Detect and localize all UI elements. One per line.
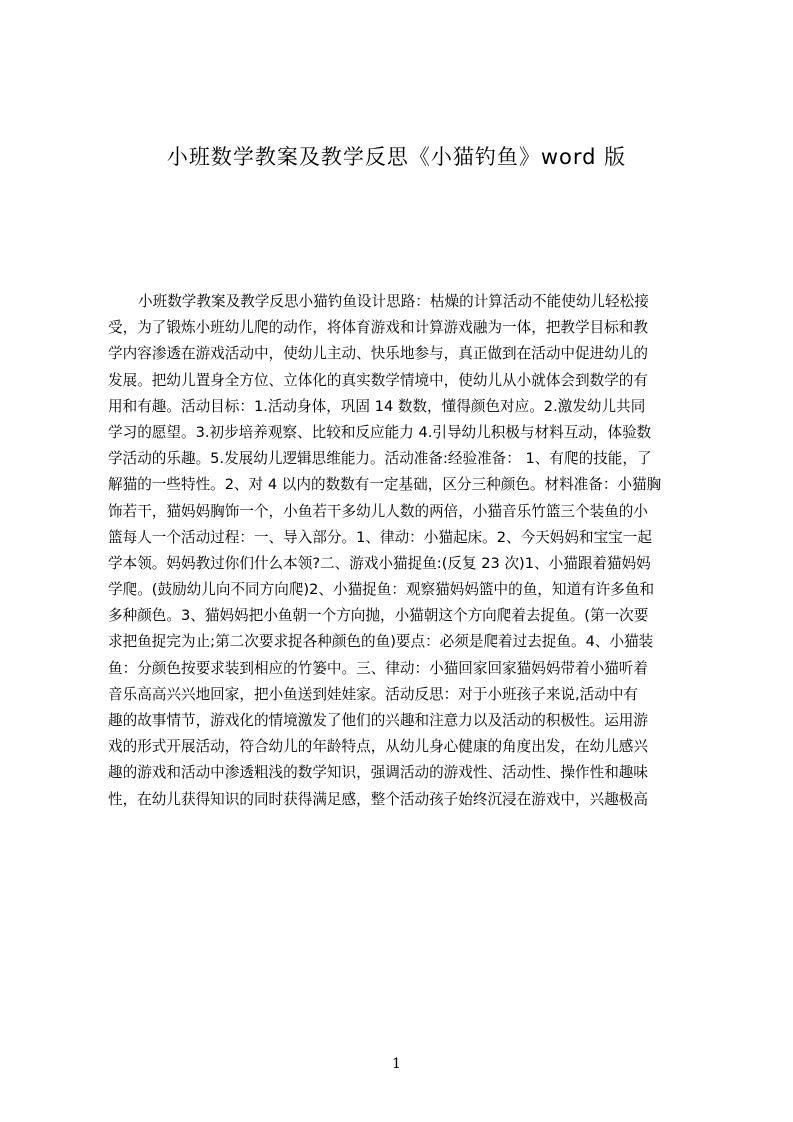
text-line: 鱼：分颜色按要求装到相应的竹篓中。三、律动：小猫回家回家猫妈妈带着小猫听着: [108, 659, 648, 677]
page-number: 1: [392, 1056, 401, 1072]
text-line: 求把鱼捉完为止;第二次要求捉各种颜色的鱼)要点：必须是爬着过去捉鱼。4、小猫装: [108, 633, 654, 651]
text-line: 趣的游戏和活动中渗透粗浅的数学知识，强调活动的游戏性、活动性、操作性和趣味: [108, 764, 648, 782]
text-line: 解猫的一些特性。2、对 4 以内的数数有一定基础，区分三种颜色。材料准备：小猫胸: [108, 476, 662, 494]
text-line: 学内容渗透在游戏活动中，使幼儿主动、快乐地参与，真正做到在活动中促进幼儿的: [108, 345, 648, 363]
body-paragraph: [108, 289, 698, 813]
text-line: 性，在幼儿获得知识的同时获得满足感，整个活动孩子始终沉浸在游戏中，兴趣极高: [108, 790, 648, 808]
text-line: 受，为了锻炼小班幼儿爬的动作，将体育游戏和计算游戏融为一体，把教学目标和教: [108, 319, 648, 337]
text-line: 篮每人一个活动过程：一、导入部分。1、律动：小猫起床。2、今天妈妈和宝宝一起: [108, 528, 652, 546]
text-line: 学习的愿望。3.初步培养观察、比较和反应能力 4.引导幼儿积极与材料互动，体验数: [108, 423, 652, 441]
text-line: 小班数学教案及教学反思小猫钓鱼设计思路：枯燥的计算活动不能使幼儿轻松接: [138, 293, 649, 310]
text-line: 戏的形式开展活动，符合幼儿的年龄特点，从幼儿身心健康的角度出发，在幼儿感兴: [108, 738, 648, 756]
text-line: 学爬。(鼓励幼儿向不同方向爬)2、小猫捉鱼：观察猫妈妈篮中的鱼，知道有许多鱼和: [108, 581, 655, 599]
text-line: 发展。把幼儿置身全方位、立体化的真实数学情境中，使幼儿从小就体会到数学的有: [108, 371, 648, 389]
text-line: 学活动的乐趣。5.发展幼儿逻辑思维能力。活动准备:经验准备： 1、有爬的技能，了: [108, 450, 652, 468]
text-line: 多种颜色。3、猫妈妈把小鱼朝一个方向抛，小猫朝这个方向爬着去捉鱼。(第一次要: [108, 607, 649, 625]
text-line: 用和有趣。活动目标：1.活动身体，巩固 14 数数，懂得颜色对应。2.激发幼儿共同: [108, 397, 646, 415]
text-line: 音乐高高兴兴地回家，把小鱼送到娃娃家。活动反思：对于小班孩子来说,活动中有: [108, 685, 639, 703]
text-line: 趣的故事情节，游戏化的情境激发了他们的兴趣和注意力以及活动的积极性。运用游: [108, 712, 648, 729]
text-line: 学本领。妈妈教过你们什么本领?二、游戏小猫捉鱼:(反复 23 次)1、小猫跟着猫妈妈: [108, 554, 651, 572]
document-title: 小班数学教案及教学反思《小猫钓鱼》word 版: [166, 145, 627, 169]
text-line: 饰若干，猫妈妈胸饰一个，小鱼若干多幼儿人数的两倍，小猫音乐竹篮三个装鱼的小: [108, 502, 648, 520]
